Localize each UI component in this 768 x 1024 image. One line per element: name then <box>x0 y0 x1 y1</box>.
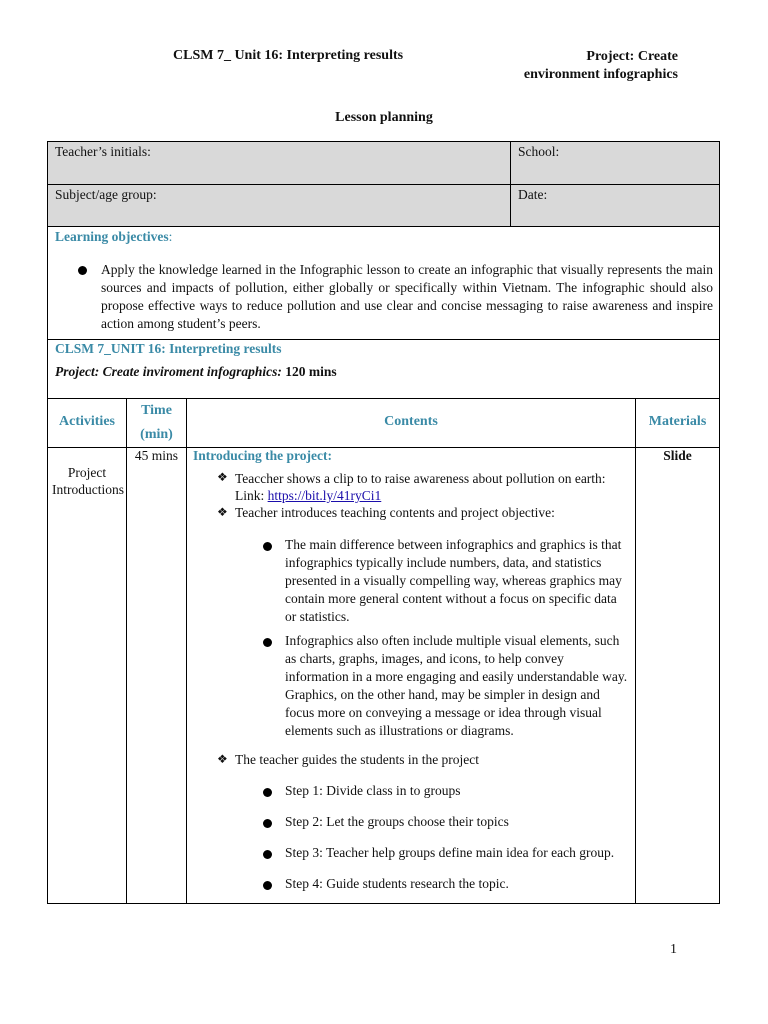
diamond-bullet-icon: ❖ <box>217 470 228 484</box>
intro-text: Teacher introduces teaching contents and project objective: <box>235 505 555 520</box>
activity-materials: Slide <box>663 448 692 463</box>
step-item-2 <box>193 814 629 830</box>
header-project-line1: Project: Create <box>586 49 678 64</box>
activity-time: 45 mins <box>127 448 187 903</box>
time-header-line2: (min) <box>140 427 173 442</box>
info-bullet-2 <box>193 632 629 740</box>
activities-header-row <box>48 399 719 448</box>
info-row-1 <box>48 142 719 185</box>
contents-header: Contents <box>187 399 636 447</box>
bullet-dot-icon <box>78 266 87 275</box>
info-row-2 <box>48 185 719 227</box>
header-project-line2: environment infographics <box>523 67 678 82</box>
bullet-dot-icon <box>263 881 272 890</box>
project-line <box>48 359 719 382</box>
objectives-heading: Learning objectives <box>55 229 169 244</box>
school-label: School: <box>518 144 560 159</box>
section-title: Introducing the project: <box>193 448 332 463</box>
step-item-1 <box>193 783 629 799</box>
info-bullet-1 <box>193 536 629 626</box>
objective-item <box>48 247 719 333</box>
page-number: 1 <box>670 942 677 957</box>
objectives-colon: : <box>168 229 173 244</box>
subject-age-label: Subject/age group: <box>48 185 511 226</box>
bullet-dot-icon <box>263 819 272 828</box>
page-title: Lesson planning <box>335 110 433 125</box>
diamond-bullet-icon: ❖ <box>217 752 228 766</box>
time-header <box>127 399 187 447</box>
unit-section <box>48 340 719 399</box>
intro-item <box>193 504 629 521</box>
time-header-line1: Time <box>141 403 172 418</box>
bullet-dot-icon <box>263 850 272 859</box>
objective-text: Apply the knowledge learned in the Infographic lesson to create an infographic that visually represents the main sources and impacts of pollution, either globally or specifically within Vietnam. The infographic should also propose effective ways to reduce pollution and use clear and concise messaging to raise awareness and inspire action among student’s peers. <box>101 262 713 331</box>
step-item-3 <box>193 845 629 861</box>
step-item-4 <box>193 876 629 892</box>
clip-link[interactable]: https://bit.ly/41ryCi1 <box>267 488 382 503</box>
bullet-dot-icon <box>263 542 272 551</box>
step-text: Step 2: Let the groups choose their topics <box>285 814 509 829</box>
clip-text: Teaccher shows a clip to to raise awareness about pollution on earth: <box>235 471 606 486</box>
link-label: Link: <box>235 488 268 503</box>
date-label: Date: <box>518 187 548 202</box>
diamond-bullet-icon: ❖ <box>217 505 228 519</box>
header-unit-title: CLSM 7_ Unit 16: Interpreting results <box>173 48 404 63</box>
bullet-dot-icon <box>263 788 272 797</box>
clip-item <box>193 470 629 504</box>
unit-heading: CLSM 7_UNIT 16: Interpreting results <box>55 341 282 356</box>
activity-name: Project Introductions <box>48 448 127 903</box>
header-project-title <box>438 48 678 84</box>
activity-row <box>48 448 719 903</box>
bullet1-text: The main difference between infographics and graphics is that infographics typically include numbers, data, and statistics presented in a visually compelling way, whereas graphics may contain more general content without a focus on specific data or statistics. <box>285 537 622 624</box>
lesson-plan-table <box>47 141 720 904</box>
objectives-section <box>48 227 719 340</box>
activities-header: Activities <box>48 399 127 447</box>
project-duration: 120 mins <box>285 364 337 379</box>
activity-contents <box>187 448 636 903</box>
materials-header: Materials <box>648 414 707 429</box>
guide-item <box>193 752 629 768</box>
bullet-dot-icon <box>263 638 272 647</box>
guide-text: The teacher guides the students in the project <box>235 752 480 767</box>
project-label: Project: Create inviroment infographics: <box>55 364 282 379</box>
step-text: Step 1: Divide class in to groups <box>285 783 461 798</box>
teacher-initials-label: Teacher’s initials: <box>48 142 511 184</box>
step-text: Step 3: Teacher help groups define main idea for each group. <box>285 845 615 860</box>
step-text: Step 4: Guide students research the topic. <box>285 876 509 891</box>
bullet2-text: Infographics also often include multiple visual elements, such as charts, graphs, images, and icons, to help convey information in a more engaging and easily understandable way. Graphics, on the other hand, may be simpler in design and focus more on conveying a message or idea through visual elements such as illustrations or diagrams. <box>285 633 628 738</box>
